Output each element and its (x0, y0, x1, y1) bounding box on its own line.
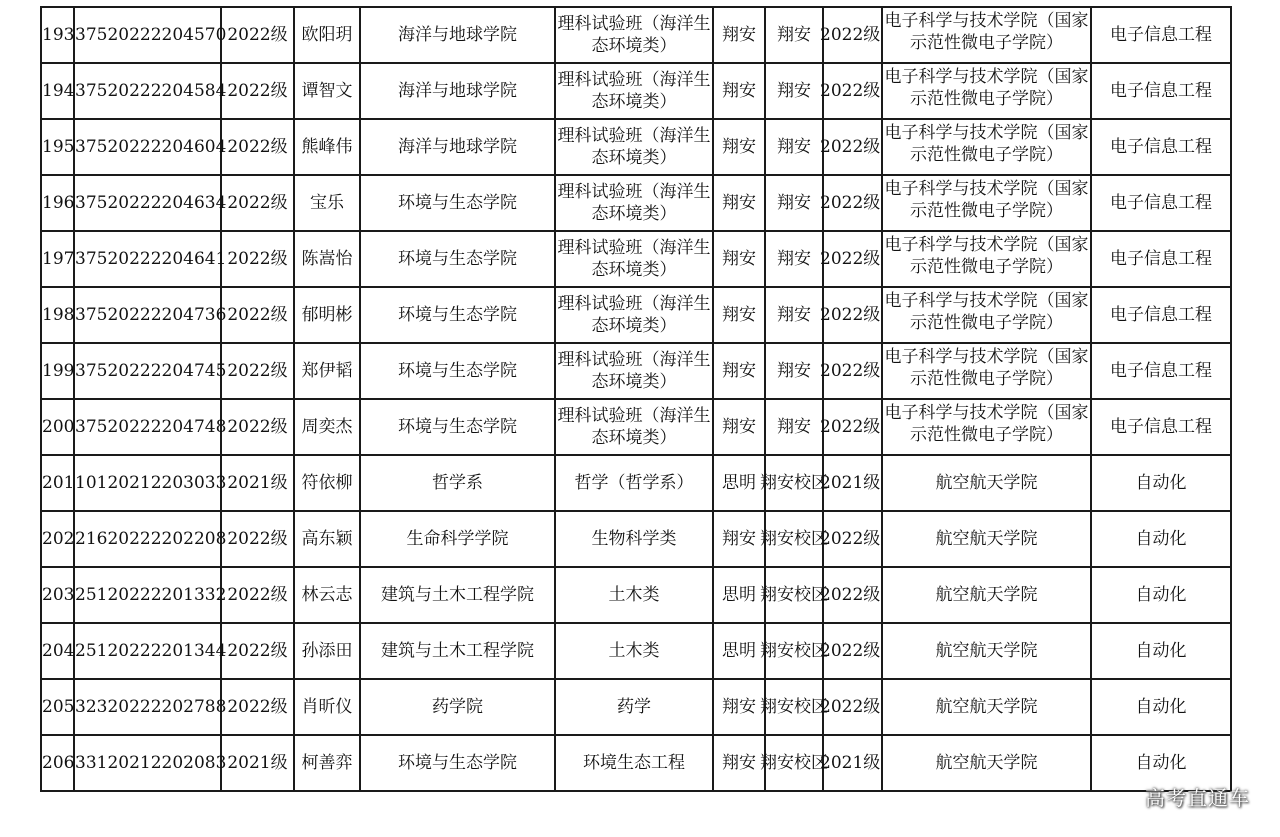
cell-student-name: 符依柳 (294, 455, 360, 511)
cell-from-campus: 翔安 (713, 231, 765, 287)
cell-to-major: 自动化 (1091, 623, 1231, 679)
cell-to-grade: 2021级 (823, 455, 882, 511)
cell-from-major-text: 哲学（哲学系） (574, 473, 694, 493)
cell-seq: 198 (41, 287, 74, 343)
cell-student-name: 宝乐 (294, 175, 360, 231)
cell-student-name: 林云志 (294, 567, 360, 623)
cell-student-id: 37520222204745 (74, 343, 221, 399)
cell-to-grade: 2022级 (823, 343, 882, 399)
cell-to-campus: 翔安 (765, 119, 823, 175)
cell-to-major: 电子信息工程 (1091, 119, 1231, 175)
cell-to-college (882, 455, 1091, 511)
cell-to-grade: 2022级 (823, 7, 882, 63)
cell-to-college-text: 航空航天学院 (935, 697, 1038, 717)
cell-to-college-text: 航空航天学院 (935, 753, 1038, 773)
cell-to-college (882, 231, 1091, 287)
cell-grade: 2022级 (221, 399, 294, 455)
table-row (41, 231, 1231, 287)
cell-from-major (555, 455, 713, 511)
cell-to-college (882, 399, 1091, 455)
cell-from-college: 环境与生态学院 (360, 343, 555, 399)
cell-to-college-text: 电子科学与技术学院（国家示范性微电子学院） (884, 403, 1089, 445)
cell-from-major (555, 567, 713, 623)
table-row (41, 287, 1231, 343)
cell-student-id: 33120212202083 (74, 735, 221, 791)
cell-to-campus: 翔安 (765, 63, 823, 119)
cell-to-grade: 2022级 (823, 63, 882, 119)
cell-from-campus: 思明 (713, 455, 765, 511)
cell-seq: 194 (41, 63, 74, 119)
cell-from-major-text: 土木类 (608, 641, 660, 661)
table-row (41, 511, 1231, 567)
cell-to-college-text: 电子科学与技术学院（国家示范性微电子学院） (884, 123, 1089, 165)
table-body (41, 7, 1231, 791)
table-row (41, 343, 1231, 399)
cell-to-college (882, 287, 1091, 343)
table-row (41, 63, 1231, 119)
cell-grade: 2022级 (221, 623, 294, 679)
cell-to-major: 自动化 (1091, 679, 1231, 735)
cell-student-id: 37520222204748 (74, 399, 221, 455)
table-row (41, 175, 1231, 231)
cell-from-campus: 翔安 (713, 119, 765, 175)
cell-to-college (882, 511, 1091, 567)
cell-to-grade: 2022级 (823, 623, 882, 679)
cell-from-major (555, 63, 713, 119)
cell-to-college-text: 电子科学与技术学院（国家示范性微电子学院） (884, 11, 1089, 53)
cell-seq: 199 (41, 343, 74, 399)
cell-to-college-text: 电子科学与技术学院（国家示范性微电子学院） (884, 235, 1089, 277)
cell-from-college: 海洋与地球学院 (360, 119, 555, 175)
cell-seq: 197 (41, 231, 74, 287)
table-row (41, 567, 1231, 623)
cell-from-campus: 翔安 (713, 511, 765, 567)
cell-from-campus: 翔安 (713, 287, 765, 343)
cell-from-major (555, 231, 713, 287)
cell-grade: 2022级 (221, 7, 294, 63)
cell-to-campus: 翔安校区 (765, 567, 823, 623)
cell-from-major (555, 175, 713, 231)
cell-from-major (555, 679, 713, 735)
cell-grade: 2022级 (221, 231, 294, 287)
cell-to-grade: 2022级 (823, 175, 882, 231)
cell-student-id: 10120212203033 (74, 455, 221, 511)
cell-from-major-text: 理科试验班（海洋生态环境类） (557, 406, 711, 448)
cell-to-grade: 2022级 (823, 511, 882, 567)
cell-from-major-text: 生物科学类 (591, 529, 677, 549)
cell-from-campus: 翔安 (713, 735, 765, 791)
cell-from-major-text: 理科试验班（海洋生态环境类） (557, 126, 711, 168)
cell-to-grade: 2022级 (823, 287, 882, 343)
cell-to-campus: 翔安校区 (765, 455, 823, 511)
cell-seq: 201 (41, 455, 74, 511)
cell-from-college: 环境与生态学院 (360, 735, 555, 791)
table-row (41, 623, 1231, 679)
cell-to-major: 电子信息工程 (1091, 63, 1231, 119)
cell-to-college-text: 电子科学与技术学院（国家示范性微电子学院） (884, 347, 1089, 389)
cell-seq: 196 (41, 175, 74, 231)
cell-to-major: 电子信息工程 (1091, 175, 1231, 231)
cell-to-major: 电子信息工程 (1091, 231, 1231, 287)
cell-student-name: 孙添田 (294, 623, 360, 679)
cell-to-college (882, 735, 1091, 791)
cell-student-name: 郑伊韬 (294, 343, 360, 399)
cell-student-name: 高东颖 (294, 511, 360, 567)
cell-student-id: 32320222202788 (74, 679, 221, 735)
cell-to-college (882, 567, 1091, 623)
cell-from-major (555, 119, 713, 175)
cell-student-name: 周奕杰 (294, 399, 360, 455)
cell-student-name: 欧阳玥 (294, 7, 360, 63)
cell-to-college (882, 679, 1091, 735)
cell-grade: 2022级 (221, 679, 294, 735)
cell-to-major: 电子信息工程 (1091, 7, 1231, 63)
cell-from-major-text: 理科试验班（海洋生态环境类） (557, 14, 711, 56)
cell-from-major-text: 理科试验班（海洋生态环境类） (557, 350, 711, 392)
cell-student-id: 37520222204634 (74, 175, 221, 231)
cell-student-id: 37520222204736 (74, 287, 221, 343)
cell-grade: 2022级 (221, 119, 294, 175)
cell-grade: 2021级 (221, 455, 294, 511)
cell-grade: 2022级 (221, 287, 294, 343)
cell-to-campus: 翔安 (765, 343, 823, 399)
cell-from-major (555, 7, 713, 63)
table-row (41, 399, 1231, 455)
table-row (41, 455, 1231, 511)
cell-from-major (555, 623, 713, 679)
cell-student-id: 37520222204570 (74, 7, 221, 63)
cell-to-grade: 2022级 (823, 567, 882, 623)
table-row (41, 119, 1231, 175)
cell-to-college (882, 7, 1091, 63)
cell-to-college-text: 电子科学与技术学院（国家示范性微电子学院） (884, 179, 1089, 221)
cell-to-major: 电子信息工程 (1091, 343, 1231, 399)
cell-student-name: 熊峰伟 (294, 119, 360, 175)
cell-from-major-text: 环境生态工程 (583, 753, 685, 773)
cell-from-college: 环境与生态学院 (360, 175, 555, 231)
cell-grade: 2021级 (221, 735, 294, 791)
cell-to-major: 自动化 (1091, 511, 1231, 567)
cell-from-major (555, 735, 713, 791)
cell-from-college: 海洋与地球学院 (360, 63, 555, 119)
cell-to-campus: 翔安 (765, 231, 823, 287)
cell-to-college (882, 343, 1091, 399)
cell-from-major-text: 理科试验班（海洋生态环境类） (557, 182, 711, 224)
cell-from-major (555, 287, 713, 343)
cell-to-campus: 翔安 (765, 287, 823, 343)
table-row (41, 679, 1231, 735)
cell-from-campus: 翔安 (713, 343, 765, 399)
cell-seq: 203 (41, 567, 74, 623)
cell-from-major-text: 土木类 (608, 585, 660, 605)
cell-to-college (882, 63, 1091, 119)
cell-student-id: 21620222202208 (74, 511, 221, 567)
cell-to-campus: 翔安校区 (765, 511, 823, 567)
cell-to-college (882, 175, 1091, 231)
cell-from-college: 药学院 (360, 679, 555, 735)
cell-from-college: 建筑与土木工程学院 (360, 567, 555, 623)
cell-grade: 2022级 (221, 175, 294, 231)
cell-student-name: 谭智文 (294, 63, 360, 119)
cell-from-college: 环境与生态学院 (360, 287, 555, 343)
cell-to-major: 电子信息工程 (1091, 399, 1231, 455)
cell-from-campus: 思明 (713, 623, 765, 679)
cell-from-college: 环境与生态学院 (360, 231, 555, 287)
cell-grade: 2022级 (221, 343, 294, 399)
cell-from-major-text: 药学 (617, 697, 651, 717)
cell-to-college-text: 航空航天学院 (935, 585, 1038, 605)
cell-to-campus: 翔安校区 (765, 623, 823, 679)
cell-to-major: 自动化 (1091, 735, 1231, 791)
cell-to-campus: 翔安 (765, 175, 823, 231)
cell-from-college: 建筑与土木工程学院 (360, 623, 555, 679)
cell-from-campus: 翔安 (713, 63, 765, 119)
cell-from-college: 生命科学学院 (360, 511, 555, 567)
watermark-text: 高考直通车 (1145, 786, 1250, 810)
cell-seq: 204 (41, 623, 74, 679)
cell-from-campus: 翔安 (713, 679, 765, 735)
cell-to-campus: 翔安 (765, 7, 823, 63)
cell-student-id: 25120222201344 (74, 623, 221, 679)
cell-student-name: 郁明彬 (294, 287, 360, 343)
cell-student-name: 陈嵩怡 (294, 231, 360, 287)
cell-seq: 193 (41, 7, 74, 63)
cell-to-major: 自动化 (1091, 455, 1231, 511)
cell-seq: 206 (41, 735, 74, 791)
cell-grade: 2022级 (221, 63, 294, 119)
cell-from-college: 环境与生态学院 (360, 399, 555, 455)
cell-to-college-text: 航空航天学院 (935, 529, 1038, 549)
cell-to-major: 电子信息工程 (1091, 287, 1231, 343)
cell-to-grade: 2021级 (823, 735, 882, 791)
cell-to-college (882, 623, 1091, 679)
cell-seq: 202 (41, 511, 74, 567)
cell-to-grade: 2022级 (823, 399, 882, 455)
cell-seq: 205 (41, 679, 74, 735)
cell-from-college: 哲学系 (360, 455, 555, 511)
cell-grade: 2022级 (221, 567, 294, 623)
cell-from-major-text: 理科试验班（海洋生态环境类） (557, 294, 711, 336)
cell-from-major-text: 理科试验班（海洋生态环境类） (557, 238, 711, 280)
table-row (41, 735, 1231, 791)
cell-student-id: 37520222204604 (74, 119, 221, 175)
cell-student-id: 37520222204584 (74, 63, 221, 119)
cell-student-id: 37520222204641 (74, 231, 221, 287)
cell-to-college-text: 航空航天学院 (935, 473, 1038, 493)
cell-student-name: 柯善弈 (294, 735, 360, 791)
cell-to-grade: 2022级 (823, 231, 882, 287)
cell-from-campus: 翔安 (713, 399, 765, 455)
cell-to-grade: 2022级 (823, 679, 882, 735)
cell-from-campus: 思明 (713, 567, 765, 623)
cell-to-college-text: 电子科学与技术学院（国家示范性微电子学院） (884, 291, 1089, 333)
cell-to-college (882, 119, 1091, 175)
cell-to-campus: 翔安校区 (765, 735, 823, 791)
cell-from-major (555, 343, 713, 399)
cell-to-major: 自动化 (1091, 567, 1231, 623)
cell-to-campus: 翔安 (765, 399, 823, 455)
cell-seq: 195 (41, 119, 74, 175)
cell-from-campus: 翔安 (713, 175, 765, 231)
cell-to-college-text: 航空航天学院 (935, 641, 1038, 661)
cell-grade: 2022级 (221, 511, 294, 567)
table-row (41, 7, 1231, 63)
cell-from-major (555, 399, 713, 455)
transfer-list-table (40, 6, 1232, 792)
cell-to-campus: 翔安校区 (765, 679, 823, 735)
cell-from-college: 海洋与地球学院 (360, 7, 555, 63)
cell-to-college-text: 电子科学与技术学院（国家示范性微电子学院） (884, 67, 1089, 109)
cell-from-major-text: 理科试验班（海洋生态环境类） (557, 70, 711, 112)
cell-student-name: 肖昕仪 (294, 679, 360, 735)
cell-seq: 200 (41, 399, 74, 455)
cell-student-id: 25120222201332 (74, 567, 221, 623)
cell-from-campus: 翔安 (713, 7, 765, 63)
cell-from-major (555, 511, 713, 567)
cell-to-grade: 2022级 (823, 119, 882, 175)
